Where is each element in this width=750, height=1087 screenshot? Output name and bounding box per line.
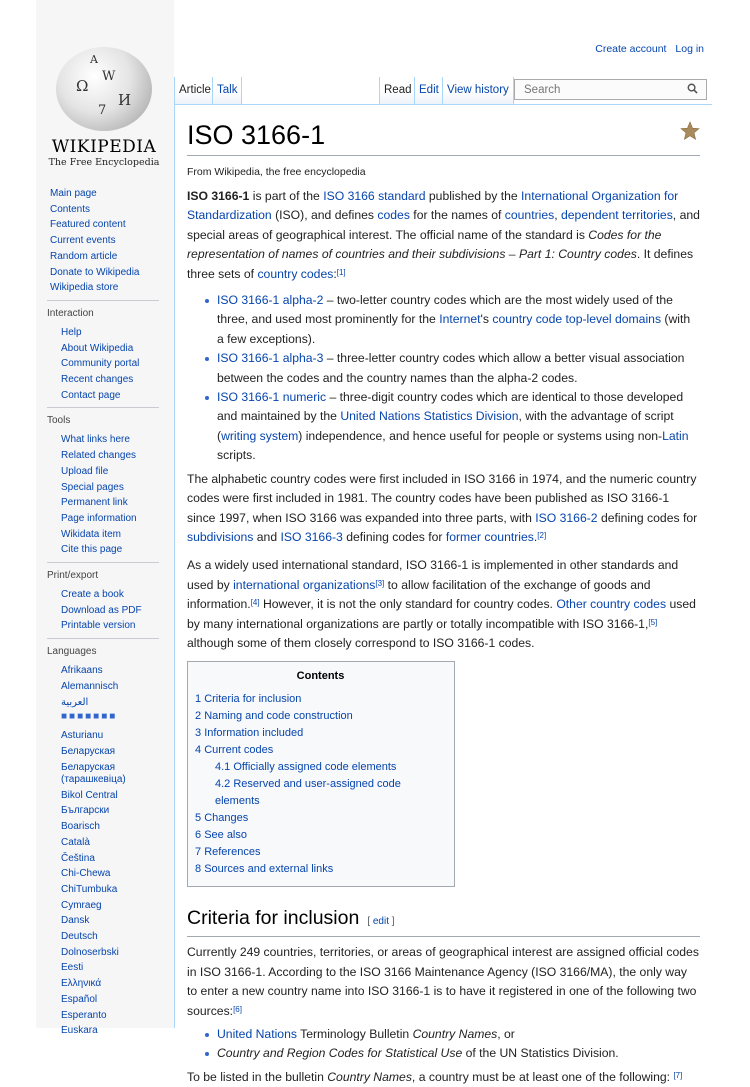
link[interactable]: countries [504, 208, 555, 223]
puzzle-globe-icon: Ω W И 7 A [56, 47, 152, 131]
intro-paragraph: ISO 3166-1 is part of the ISO 3166 standard published by the International Organization for Standardization (ISO), and defines codes for the names of countries, dependent territories, and special areas of geographical interest. The official name of the standard is Codes for the representation of names of countries and their subdivisions – Part 1: Country codes. It defines three sets of country codes:[1] [187, 189, 700, 281]
tab-talk[interactable]: Talk [212, 77, 242, 104]
nav-main [36, 186, 174, 296]
toc-item[interactable] [195, 810, 446, 827]
page-title: ISO 3166-1 [187, 118, 700, 156]
section-edit-link[interactable]: edit [372, 916, 389, 928]
table-of-contents [187, 661, 455, 887]
toc-number: 8 [195, 863, 202, 876]
lang-item[interactable]: Čeština [61, 852, 95, 864]
link[interactable]: subdivisions [187, 529, 254, 544]
toc-item[interactable] [195, 691, 446, 708]
logo-tagline: The Free Encyclopedia [48, 157, 160, 168]
toc-item[interactable] [195, 827, 446, 844]
nav-interaction [36, 325, 174, 404]
nav-permanent-link[interactable]: Permanent link [61, 497, 128, 509]
criteria-paragraph: Currently 249 countries, territories, or areas of geographical interest are assigned official codes in ISO 3166-1. According to the ISO 3166 Maintenance Agency (ISO 3166/MA), the only way to enter a new country name into ISO 3166-1 is to have it registered in one of the following two sources:[6] [187, 945, 699, 1018]
lang-item[interactable]: Ελληνικά [61, 978, 102, 990]
nav-upload-file[interactable]: Upload file [61, 465, 109, 477]
divider [47, 407, 159, 408]
nav-store[interactable]: Wikipedia store [50, 282, 119, 294]
lang-item[interactable]: Cymraeg [61, 899, 102, 911]
toc-label: Reserved and user-assigned code elements [215, 778, 401, 808]
section-heading-criteria: Criteria for inclusion [ edit ] [187, 905, 700, 937]
nav-contact[interactable]: Contact page [61, 389, 121, 401]
toc-number: 5 [195, 812, 202, 825]
nav-random-article[interactable]: Random article [50, 250, 118, 262]
link[interactable]: codes [377, 208, 410, 223]
toc-item[interactable] [195, 708, 446, 725]
divider [47, 300, 159, 301]
lang-item[interactable]: ChiTumbuka [61, 883, 118, 895]
nav-contents[interactable]: Contents [50, 203, 91, 215]
portal-heading-print: Print/export [47, 570, 99, 582]
toc-number: 6 [195, 829, 202, 842]
divider [47, 562, 159, 563]
link[interactable]: ISO 3166-3 [280, 529, 343, 544]
lang-item[interactable]: Deutsch [61, 931, 98, 943]
citation-ref[interactable]: [6] [233, 1004, 242, 1014]
citation-ref[interactable]: [3] [375, 578, 385, 588]
toc-label: Sources and external links [204, 863, 334, 876]
toc-number: 7 [195, 846, 202, 859]
nav-recent-changes[interactable]: Recent changes [61, 374, 134, 386]
list-item: ISO 3166-1 alpha-2 – two-letter country codes which are the most widely used of the three, and used most prominently for the Internet's country code top-level domains (with a few exceptions). [205, 291, 700, 349]
toc-item[interactable] [195, 861, 446, 878]
nav-languages [36, 663, 174, 1039]
lang-item[interactable]: Dansk [61, 915, 90, 927]
nav-print [36, 587, 174, 634]
article-content [174, 104, 712, 1084]
toc-item[interactable] [195, 725, 446, 742]
link[interactable]: country code top-level domains [492, 312, 662, 327]
toc-number: 3 [195, 727, 202, 740]
search-icon[interactable] [687, 83, 698, 94]
lang-item[interactable]: Euskara [61, 1025, 98, 1037]
link[interactable]: writing system [221, 428, 299, 443]
lang-item[interactable]: Afrikaans [61, 665, 103, 677]
toc-label: Officially assigned code elements [233, 761, 397, 774]
wikipedia-logo[interactable] [46, 47, 162, 168]
toc-number: 4.1 [215, 761, 231, 774]
link[interactable]: ISO 3166-2 [535, 510, 598, 525]
tab-edit[interactable]: Edit [414, 77, 443, 104]
portal-heading-languages: Languages [47, 646, 97, 658]
nav-donate[interactable]: Donate to Wikipedia [50, 266, 140, 278]
toc-number: 2 [195, 710, 202, 723]
list-item: United Nations Terminology Bulletin Country Names, or [205, 1025, 700, 1044]
toc-label: Information included [204, 727, 304, 740]
link[interactable]: ISO 3166-1 alpha-3 [217, 351, 324, 366]
divider [47, 638, 159, 639]
nav-featured-content[interactable]: Featured content [50, 219, 126, 231]
tab-article[interactable]: Article [174, 77, 215, 104]
nav-about[interactable]: About Wikipedia [61, 342, 134, 354]
toc-label: Naming and code construction [204, 710, 353, 723]
lang-item[interactable]: Dolnoserbski [61, 946, 119, 958]
toc-list [195, 691, 446, 878]
lang-item[interactable]: Български [61, 805, 110, 817]
code-sets-list [205, 291, 700, 466]
tab-view-history[interactable]: View history [442, 77, 514, 104]
list-item: Country and Region Codes for Statistical Use of the UN Statistics Division. [205, 1044, 700, 1063]
lang-item[interactable]: Boarisch [61, 821, 100, 833]
nav-page-information[interactable]: Page information [61, 512, 137, 524]
link[interactable]: Internet [439, 312, 481, 327]
nav-wikidata-item[interactable]: Wikidata item [61, 528, 122, 540]
nav-community-portal[interactable]: Community portal [61, 358, 140, 370]
link[interactable]: ISO 3166-1 numeric [217, 390, 327, 405]
login-link[interactable]: Log in [675, 43, 704, 55]
nav-current-events[interactable]: Current events [50, 235, 116, 247]
toc-item[interactable] [195, 776, 446, 810]
list-item: ISO 3166-1 alpha-3 – three-letter country codes which allow a better visual association between the codes and the country names than the alpha-2 codes. [205, 349, 700, 388]
logo-wordmark: WIKIPEDIA [51, 137, 157, 157]
link[interactable]: United Nations Statistics Division [340, 409, 519, 424]
lang-item[interactable]: Español [61, 993, 98, 1005]
link[interactable]: United Nations [217, 1026, 297, 1041]
link[interactable]: International Organization for Standardization [187, 189, 679, 223]
link[interactable]: dependent territories [561, 208, 673, 223]
lang-item[interactable]: Català [61, 836, 90, 848]
portal-heading-interaction: Interaction [47, 307, 94, 319]
bulletin-paragraph: To be listed in the bulletin Country Names, a country must be at least one of the following: [7] [187, 1069, 683, 1084]
search-box [514, 79, 707, 100]
citation-ref[interactable]: [4] [250, 598, 260, 608]
nav-download-pdf[interactable]: Download as PDF [61, 604, 142, 616]
lang-item[interactable]: Eesti [61, 962, 84, 974]
list-item: ISO 3166-1 numeric – three-digit country codes which are identical to those developed and maintained by the United Nations Statistics Division, with the advantage of script (writing system) independence, and hence useful for people or systems using non-Latin scripts. [205, 388, 700, 466]
citation-ref[interactable]: [2] [537, 530, 547, 540]
link[interactable]: Latin [662, 428, 689, 443]
lang-item[interactable]: Беларуская (тарашкевіца) [61, 761, 126, 785]
citation-ref[interactable]: [7] [673, 1070, 683, 1080]
toc-label: Changes [204, 812, 249, 825]
toc-item[interactable] [195, 742, 446, 759]
lang-item[interactable]: Esperanto [61, 1009, 107, 1021]
toc-number: 4 [195, 744, 202, 757]
toc-label: See also [204, 829, 247, 842]
toc-label: Criteria for inclusion [204, 693, 302, 706]
link[interactable]: ISO 3166-1 alpha-2 [217, 293, 324, 308]
sidebar-navigation [36, 186, 174, 1043]
usage-paragraph: As a widely used international standard, ISO 3166-1 is implemented in other standards and used by international organizations[3] to allow facilitation of the exchange of goods and information.[4] However, it is not the only standard for country codes. Other country codes used by many international organizations are partly or totally incompatible with ISO 3166-1,[5] although some of them closely correspond to ISO 3166-1 codes. [187, 558, 696, 650]
sources-list [205, 1025, 700, 1064]
nav-special-pages[interactable]: Special pages [61, 481, 124, 493]
lang-item[interactable]: Bikol Central [61, 789, 118, 801]
lang-item[interactable]: Беларуская [61, 745, 116, 757]
lang-item[interactable]: العربية [61, 696, 89, 708]
portal-heading-tools: Tools [47, 415, 71, 427]
watch-star-icon[interactable] [680, 121, 700, 141]
link[interactable]: ISO 3166 standard [323, 189, 426, 203]
search-input[interactable] [515, 81, 675, 100]
link[interactable]: Other country codes [556, 597, 667, 612]
nav-help[interactable]: Help [61, 326, 82, 338]
link[interactable]: international organizations [233, 577, 376, 592]
personal-tools [589, 43, 704, 55]
toc-label: Current codes [204, 744, 274, 757]
nav-related-changes[interactable]: Related changes [61, 450, 137, 462]
lang-missing-glyphs[interactable]: ■■■■■■■ [61, 711, 118, 723]
nav-printable-version[interactable]: Printable version [61, 620, 136, 632]
lang-item[interactable]: Alemannisch [61, 680, 119, 692]
citation-ref[interactable]: [1] [336, 267, 346, 277]
site-sub: From Wikipedia, the free encyclopedia [187, 166, 366, 178]
tab-read[interactable]: Read [379, 77, 416, 104]
nav-cite-page[interactable]: Cite this page [61, 544, 123, 556]
link[interactable]: country codes [257, 266, 334, 281]
create-account-link[interactable]: Create account [595, 43, 667, 55]
toc-title: Contents [296, 670, 345, 683]
toc-label: References [204, 846, 261, 859]
section-edit: [ edit ] [367, 916, 395, 928]
toc-item[interactable] [195, 759, 446, 776]
history-paragraph: The alphabetic country codes were first included in ISO 3166 in 1974, and the numeric country codes were first included in 1981. The country codes have been published as ISO 3166-1 since 1997, when ISO 3166 was expanded into three parts, with ISO 3166-2 defining codes for subdivisions and ISO 3166-3 defining codes for former countries.[2] [187, 471, 698, 544]
toc-number: 1 [195, 693, 202, 706]
nav-main-page[interactable]: Main page [50, 188, 97, 199]
toc-item[interactable] [195, 844, 446, 861]
toc-number: 4.2 [215, 778, 231, 791]
nav-what-links-here[interactable]: What links here [61, 434, 130, 446]
citation-ref[interactable]: [5] [648, 617, 658, 627]
nav-tools [36, 432, 174, 558]
lang-item[interactable]: Asturianu [61, 730, 104, 742]
nav-create-book[interactable]: Create a book [61, 589, 124, 601]
lang-item[interactable]: Chi-Chewa [61, 868, 111, 880]
link[interactable]: former countries [445, 529, 534, 544]
